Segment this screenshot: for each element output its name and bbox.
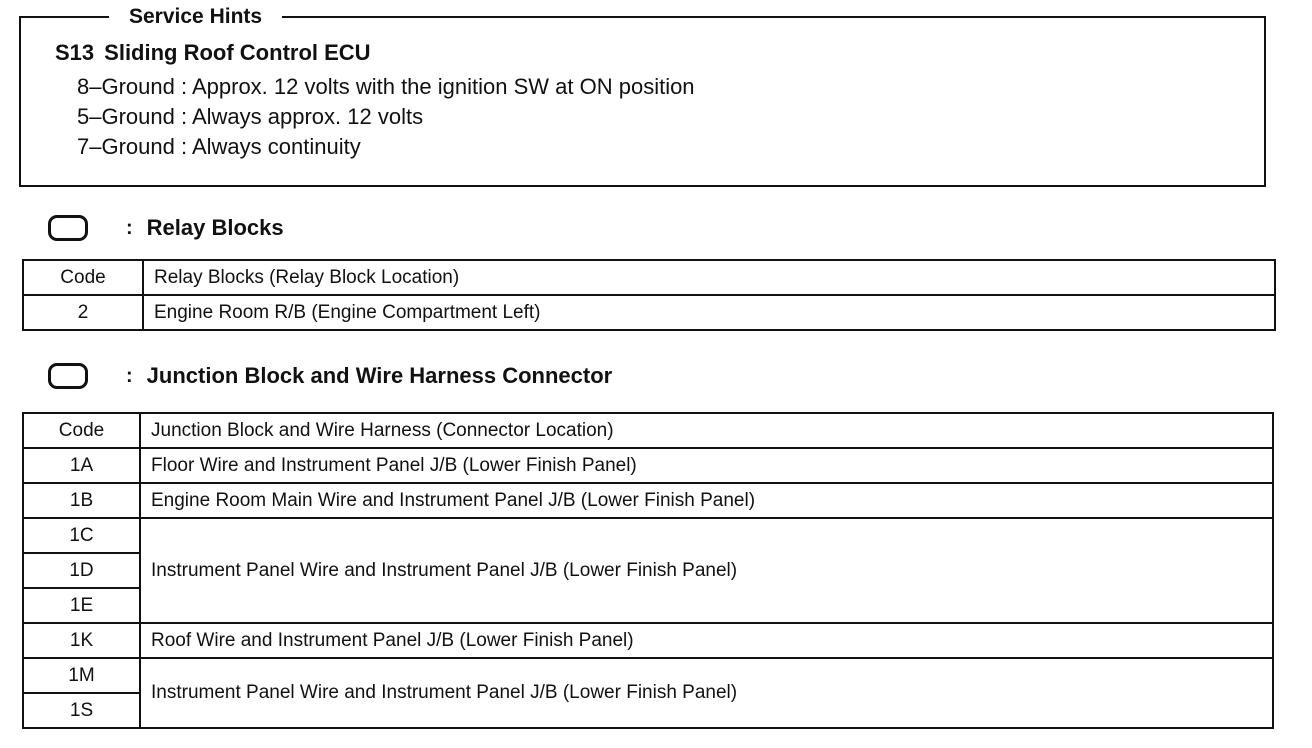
row-desc: Instrument Panel Wire and Instrument Panel J/B (Lower Finish Panel) [140, 658, 1273, 728]
row-desc: Engine Room R/B (Engine Compartment Left) [143, 295, 1275, 330]
header-code: Code [23, 413, 140, 448]
table-row [23, 483, 1273, 518]
component-heading [55, 40, 371, 66]
rounded-rectangle-icon [48, 363, 88, 389]
hint-line: 8–Ground : Approx. 12 volts with the ignition SW at ON position [77, 74, 695, 99]
table-header-row [23, 413, 1273, 448]
header-code: Code [23, 260, 143, 295]
row-code: 1A [23, 448, 140, 483]
row-code: 1M [23, 658, 140, 693]
relay-blocks-heading [48, 212, 284, 244]
service-hints-box [19, 5, 1266, 187]
section-title: Relay Blocks [146, 215, 284, 240]
header-desc: Junction Block and Wire Harness (Connector Location) [140, 413, 1273, 448]
hint-line: 5–Ground : Always approx. 12 volts [77, 104, 424, 129]
row-desc: Roof Wire and Instrument Panel J/B (Lower Finish Panel) [140, 623, 1273, 658]
component-name: Sliding Roof Control ECU [104, 40, 371, 65]
table-row [23, 518, 1273, 553]
component-code: S13 [55, 40, 95, 65]
table-row [23, 623, 1273, 658]
row-code: 1S [23, 693, 140, 728]
table-header-row [23, 260, 1275, 295]
relay-blocks-table [22, 259, 1276, 331]
junction-block-table [22, 412, 1274, 729]
table-row [23, 448, 1273, 483]
junction-block-heading [48, 360, 612, 392]
header-desc: Relay Blocks (Relay Block Location) [143, 260, 1275, 295]
hint-lines [77, 72, 695, 162]
table-row [23, 295, 1275, 330]
hint-line: 7–Ground : Always continuity [77, 134, 361, 159]
row-code: 1B [23, 483, 140, 518]
row-code: 1K [23, 623, 140, 658]
section-title: Junction Block and Wire Harness Connector [146, 363, 613, 388]
row-desc: Instrument Panel Wire and Instrument Panel J/B (Lower Finish Panel) [140, 518, 1273, 623]
rounded-rectangle-icon [48, 215, 88, 241]
row-code: 1C [23, 518, 140, 553]
row-code: 2 [23, 295, 143, 330]
service-hints-title: Service Hints [109, 5, 282, 29]
row-code: 1D [23, 553, 140, 588]
row-code: 1E [23, 588, 140, 623]
row-desc: Engine Room Main Wire and Instrument Panel J/B (Lower Finish Panel) [140, 483, 1273, 518]
heading-colon: : [126, 216, 133, 239]
row-desc: Floor Wire and Instrument Panel J/B (Lower Finish Panel) [140, 448, 1273, 483]
table-row [23, 658, 1273, 693]
heading-colon: : [126, 364, 133, 387]
